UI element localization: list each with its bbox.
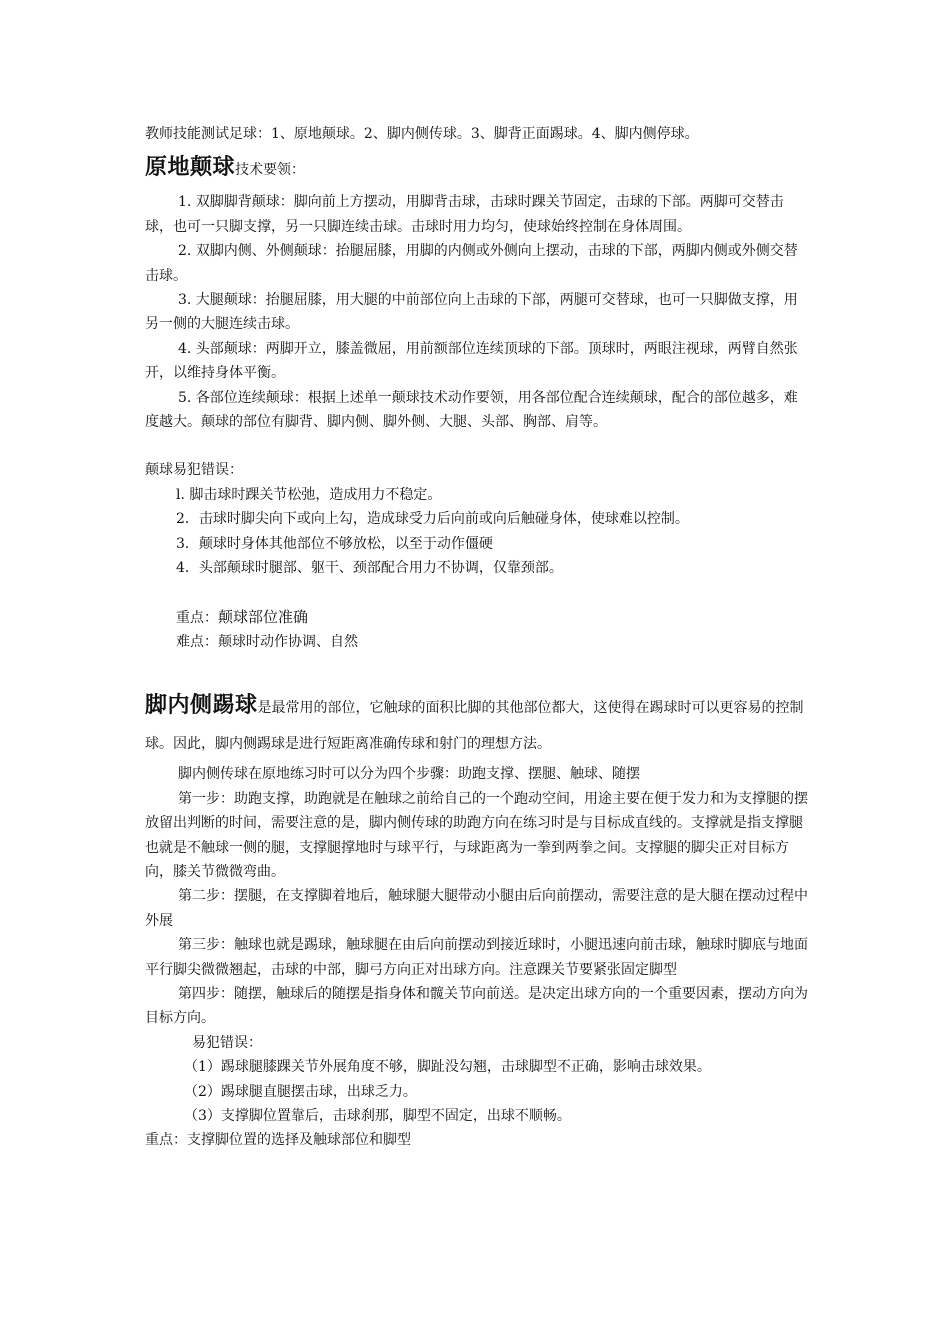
difficulty-label: 难点： <box>176 633 218 650</box>
section1-paragraph-3: 3. 大腿颠球：抬腿屈膝，用大腿的中前部位向上击球的下部，两腿可交替球，也可一只脚做支撑，用另一侧的大腿连续击球。 <box>145 292 798 333</box>
section2-paragraph-2: 第一步：助跑支撑，助跑就是在触球之前给自己的一个跑动空间，用途主要在便于发力和为支撑腿的摆放留出判断的时间，需要注意的是，脚内侧传球的助跑方向在练习时是与目标成直线的。支撑就是指支撑腿也就是不触球一侧的腿，支撑腿撑地时与球平行，与球距离为一拳到两拳之间。支撑腿的脚尖正对目标方向，膝关节微微弯曲。 <box>145 790 808 880</box>
section1-error-3: 3．颠球时身体其他部位不够放松，以至于动作僵硬 <box>176 535 493 552</box>
section1-title-suffix: 技术要领： <box>235 162 306 179</box>
section1-title: 原地颠球 <box>145 155 236 181</box>
difficulty-value: 颠球时动作协调、自然 <box>218 633 358 650</box>
section2-error-2: （2）踢球腿直腿摆击球，出球乏力。 <box>184 1083 417 1100</box>
section2-errors-title: 易犯错误： <box>192 1034 262 1051</box>
section2-paragraph-5: 第四步：随摆，触球后的随摆是指身体和髋关节向前送。是决定出球方向的一个重要因素，摆动方向为目标方向。 <box>145 985 808 1027</box>
section1-paragraph-4: 4. 头部颠球：两脚开立，膝盖微屈，用前额部位连续顶球的下部。顶球时，两眼注视球，两臂自然张开，以维持身体平衡。 <box>145 340 798 382</box>
section2-error-3: （3）支撑脚位置靠后，击球刹那，脚型不固定，出球不顺畅。 <box>184 1108 571 1124</box>
section1-errors-title: 颠球易犯错误： <box>145 462 243 479</box>
key-label: 重点： <box>176 609 218 626</box>
spacer <box>145 654 810 688</box>
section2-paragraph-1: 脚内侧传球在原地练习时可以分为四个步骤：助跑支撑、摆腿、触球、随摆 <box>178 766 640 783</box>
section2-paragraph-3: 第二步：摆腿，在支撑脚着地后，触球腿大腿带动小腿由后向前摆动，需要注意的是大腿在摆动过程中外展 <box>145 888 808 929</box>
section1-key-point <box>145 605 810 630</box>
section1-heading <box>145 150 810 188</box>
section2-title-suffix: 是最常用的部位，它触球的面积比脚的其他部位都大，这使得在踢球时可以更容易的控制球。因此，脚内侧踢球是进行短距离准确传球和射门的理想方法。 <box>145 700 804 753</box>
intro-line: 教师技能测试足球：1、原地颠球。2、脚内侧传球。3、脚背正面踢球。4、脚内侧停球。 <box>145 126 699 142</box>
section1-paragraph-1: 1. 双脚脚背颠球：脚向前上方摆动，用脚背击球，击球时踝关节固定，击球的下部。两脚可交替击球，也可一只脚支撑，另一只脚连续击球。击球时用力均匀，使球始终控制在身体周围。 <box>145 194 784 235</box>
section2-title: 脚内侧踢球 <box>145 693 258 719</box>
spacer <box>145 581 810 605</box>
section1-difficulty <box>145 630 810 654</box>
section1-error-1: l. 脚击球时踝关节松弛，造成用力不稳定。 <box>176 486 442 503</box>
section2-key-line: 重点：支撑脚位置的选择及触球部位和脚型 <box>145 1132 411 1149</box>
section2-paragraph-4: 第三步：触球也就是踢球，触球腿在由后向前摆动到接近球时，小腿迅速向前击球，触球时脚底与地面平行脚尖微微翘起，击球的中部，脚弓方向正对出球方向。注意踝关节要紧张固定脚型 <box>145 937 808 978</box>
key-value: 颠球部位准确 <box>218 607 309 626</box>
section1-paragraph-2: 2. 双脚内侧、外侧颠球：抬腿屈膝，用脚的内侧或外侧向上摆动，击球的下部，两脚内侧或外侧交替击球。 <box>145 243 798 284</box>
section1-paragraph-5: 5. 各部位连续颠球：根据上述单一颠球技术动作要领，用各部位配合连续颠球，配合的部位越多，难度越大。颠球的部位有脚背、脚内侧、脚外侧、大腿、头部、胸部、肩等。 <box>145 389 798 431</box>
spacer <box>145 434 810 458</box>
section1-error-2: 2．击球时脚尖向下或向上勾，造成球受力后向前或向后触碰身体，使球难以控制。 <box>176 511 689 528</box>
document-page <box>145 122 810 1153</box>
section2-heading <box>145 688 810 762</box>
section1-error-4: 4．头部颠球时腿部、躯干、颈部配合用力不协调，仅靠颈部。 <box>176 560 563 577</box>
section2-error-1: （1）踢球腿膝踝关节外展角度不够，脚趾没勾翘，击球脚型不正确，影响击球效果。 <box>184 1059 711 1076</box>
